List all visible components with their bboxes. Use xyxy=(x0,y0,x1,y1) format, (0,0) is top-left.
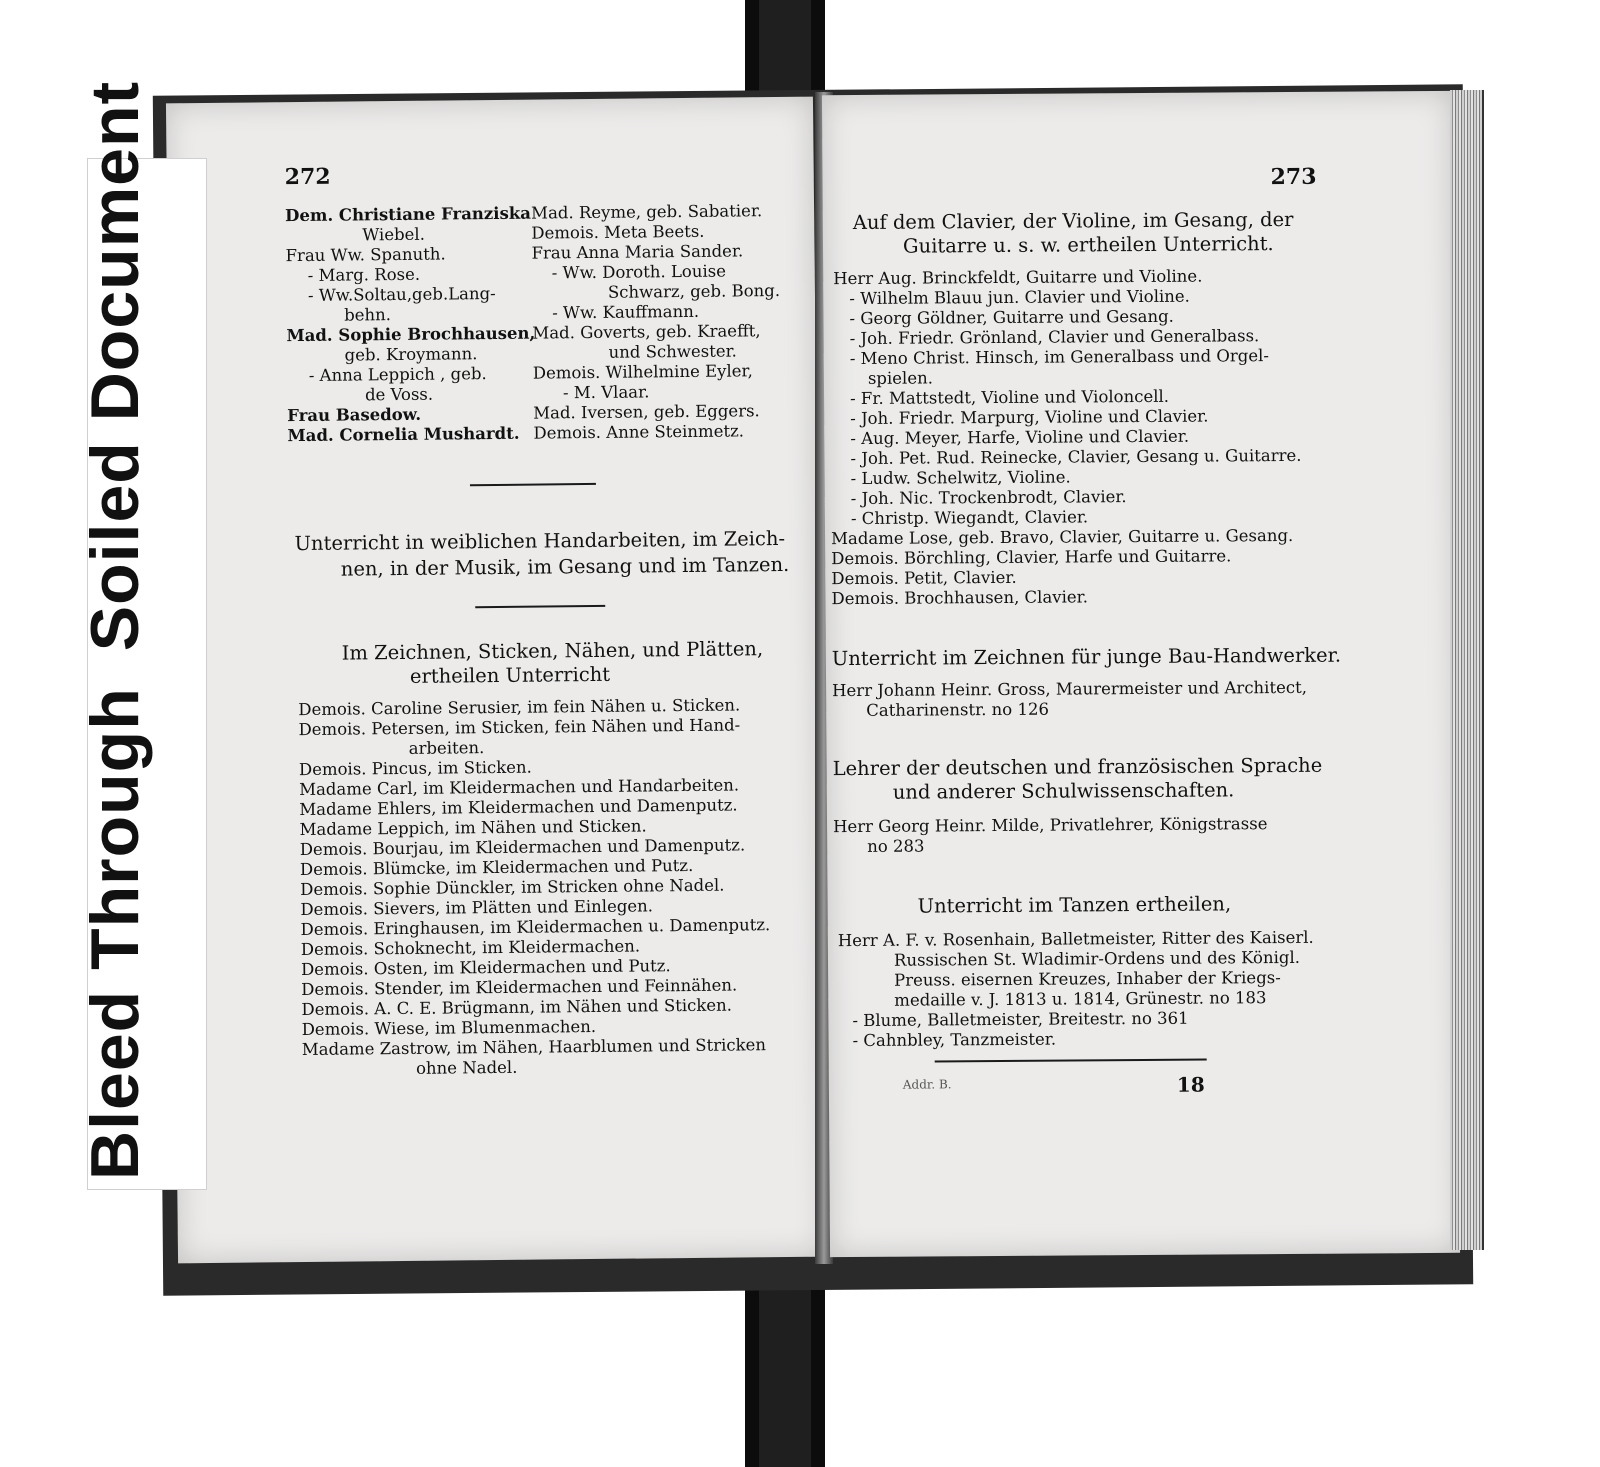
list-item: - Meno Christ. Hinsch, im Generalbass und Orgel- xyxy=(849,346,1270,369)
divider xyxy=(470,483,596,486)
section-heading: Guitarre u. s. w. ertheilen Unterricht. xyxy=(902,232,1274,258)
list-item: medaille v. J. 1813 u. 1814, Grünestr. no 183 xyxy=(894,988,1267,1010)
list-item: - Ww. Doroth. Louise xyxy=(551,261,727,283)
list-item: arbeiten. xyxy=(408,738,485,758)
section-heading: Auf dem Clavier, der Violine, im Gesang, der xyxy=(852,207,1294,235)
list-item: - Cahnbley, Tanzmeister. xyxy=(852,1029,1057,1051)
list-item: Catharinenstr. no 126 xyxy=(866,699,1050,720)
sub-heading: Im Zeichnen, Sticken, Nähen, und Plätten, xyxy=(341,637,764,665)
page-number-right: 273 xyxy=(1270,163,1317,191)
list-item: - Aug. Meyer, Harfe, Violine und Clavier. xyxy=(850,426,1190,449)
list-item: Demois. Osten, im Kleidermachen und Putz. xyxy=(300,956,671,980)
list-item: und Schwester. xyxy=(608,341,737,362)
sub-heading: ertheilen Unterricht xyxy=(409,662,611,688)
list-item: geb. Kroymann. xyxy=(344,344,478,365)
list-item: - Georg Göldner, Guitarre und Gesang. xyxy=(849,306,1174,329)
list-item: - Joh. Nic. Trockenbrodt, Clavier. xyxy=(850,487,1127,509)
section-heading: nen, in der Musik, im Gesang und im Tanzen. xyxy=(340,552,790,581)
list-item: Frau Anna Maria Sander. xyxy=(531,241,744,263)
list-item: Russischen St. Wladimir-Ordens und des Königl. xyxy=(893,947,1301,970)
condition-stamp xyxy=(70,80,160,1180)
list-item: - Anna Leppich , geb. xyxy=(308,364,487,385)
section-heading: Unterricht im Zeichnen für junge Bau-Handwerker. xyxy=(831,643,1342,671)
list-item: Mad. Sophie Brochhausen, xyxy=(286,323,536,346)
list-item: Demois. Meta Beets. xyxy=(531,221,705,243)
signature-mark: Addr. B. xyxy=(902,1077,952,1092)
list-item: Demois. Caroline Serusier, im fein Nähen u. Sticken. xyxy=(298,695,741,720)
list-item: de Voss. xyxy=(364,384,434,405)
divider xyxy=(475,605,605,608)
list-item: Demois. Petit, Clavier. xyxy=(831,567,1017,589)
list-item: Demois. Blümcke, im Kleidermachen und Putz. xyxy=(299,855,694,880)
page-number-left: 272 xyxy=(284,163,331,191)
list-item: spielen. xyxy=(867,368,933,388)
list-item: Frau Basedow. xyxy=(287,404,422,426)
list-item: - Ludw. Schelwitz, Violine. xyxy=(850,467,1071,489)
sheet-number: 18 xyxy=(1176,1072,1205,1097)
list-item: - Fr. Mattstedt, Violine und Violoncell. xyxy=(850,386,1170,409)
list-item: Mad. Cornelia Mushardt. xyxy=(287,423,520,446)
left-page xyxy=(166,97,825,1264)
section-heading: und anderer Schulwissenschaften. xyxy=(892,778,1235,804)
list-item: Herr Aug. Brinckfeldt, Guitarre und Violine. xyxy=(833,266,1203,289)
list-item: - Blume, Balletmeister, Breitestr. no 361 xyxy=(852,1008,1189,1031)
stamp-text-soiled-document: Soiled Document xyxy=(77,80,153,652)
list-item: Demois. Sophie Dünckler, im Stricken ohne Nadel. xyxy=(300,875,725,900)
list-item: Herr Johann Heinr. Gross, Maurermeister und Architect, xyxy=(832,677,1308,701)
list-item: Mad. Iversen, geb. Eggers. xyxy=(533,401,760,423)
list-item: Demois. Petersen, im Sticken, fein Nähen und Hand- xyxy=(298,715,741,740)
list-item: Demois. Stender, im Kleidermachen und Feinnähen. xyxy=(301,975,738,1000)
list-item: Madame Carl, im Kleidermachen und Handarbeiten. xyxy=(299,775,740,800)
list-item: Preuss. eisernen Kreuzes, Inhaber der Kriegs- xyxy=(894,968,1281,990)
list-item: behn. xyxy=(344,305,392,325)
list-item: Demois. Schoknecht, im Kleidermachen. xyxy=(300,936,641,960)
list-item: Frau Ww. Spanuth. xyxy=(285,244,446,266)
list-item: Demois. Eringhausen, im Kleidermachen u. Damenputz. xyxy=(300,915,771,940)
list-item: Madame Zastrow, im Nähen, Haarblumen und Stricken xyxy=(301,1035,767,1060)
list-item: Demois. Sievers, im Plätten und Einlegen. xyxy=(300,896,654,920)
list-item: - Wilhelm Blauu jun. Clavier und Violine. xyxy=(849,286,1190,309)
list-item: - Christp. Wiegandt, Clavier. xyxy=(850,507,1089,529)
list-item: - Ww.Soltau,geb.Lang- xyxy=(307,283,496,305)
list-item: Mad. Reyme, geb. Sabatier. xyxy=(531,201,763,223)
list-item: no 283 xyxy=(867,836,925,856)
list-item: Herr Georg Heinr. Milde, Privatlehrer, Königstrasse xyxy=(832,814,1268,837)
section-heading: Lehrer der deutschen und französischen Sprache xyxy=(832,753,1323,781)
stamp-text-bleed-through: Bleed Through xyxy=(77,687,153,1180)
list-item: Demois. Wilhelmine Eyler, xyxy=(532,361,753,383)
right-page xyxy=(822,91,1460,1257)
list-item: Demois. Wiese, im Blumenmachen. xyxy=(301,1016,597,1040)
list-item: - M. Vlaar. xyxy=(562,382,650,403)
section-heading: Unterricht in weiblichen Handarbeiten, im Zeich- xyxy=(294,526,786,556)
list-item: Demois. Anne Steinmetz. xyxy=(533,421,745,443)
list-item: Demois. A. C. E. Brügmann, im Nähen und Sticken. xyxy=(301,995,733,1020)
list-item: - Ww. Kauffmann. xyxy=(552,301,700,323)
page-edges xyxy=(1450,90,1484,1250)
list-item: - Marg. Rose. xyxy=(307,264,421,285)
list-item: Schwarz, geb. Bong. xyxy=(607,280,781,302)
list-item: Demois. Pincus, im Sticken. xyxy=(298,757,532,780)
list-item: Demois. Bourjau, im Kleidermachen und Damenputz. xyxy=(299,835,746,860)
list-item: - Joh. Pet. Rud. Reinecke, Clavier, Gesang u. Guitarre. xyxy=(850,445,1302,469)
section-heading: Unterricht im Tanzen ertheilen, xyxy=(917,892,1232,918)
list-item: Madame Lose, geb. Bravo, Clavier, Guitarre u. Gesang. xyxy=(830,525,1294,549)
list-item: Mad. Goverts, geb. Kraefft, xyxy=(532,321,761,343)
list-item: Dem. Christiane Franziska xyxy=(285,203,532,226)
list-item: Demois. Börchling, Clavier, Harfe und Guitarre. xyxy=(831,546,1232,569)
list-item: Madame Leppich, im Nähen und Sticken. xyxy=(299,816,647,840)
list-item: Madame Ehlers, im Kleidermachen und Damenputz. xyxy=(299,795,738,820)
list-item: ohne Nadel. xyxy=(415,1057,518,1078)
list-item: Wiebel. xyxy=(362,224,425,245)
list-item: Demois. Brochhausen, Clavier. xyxy=(831,587,1089,609)
list-item: Herr A. F. v. Rosenhain, Balletmeister, Ritter des Kaiserl. xyxy=(837,927,1314,951)
divider xyxy=(935,1059,1207,1062)
list-item: - Joh. Friedr. Grönland, Clavier und Generalbass. xyxy=(849,326,1260,349)
list-item: - Joh. Friedr. Marpurg, Violine und Clavier. xyxy=(850,406,1209,429)
